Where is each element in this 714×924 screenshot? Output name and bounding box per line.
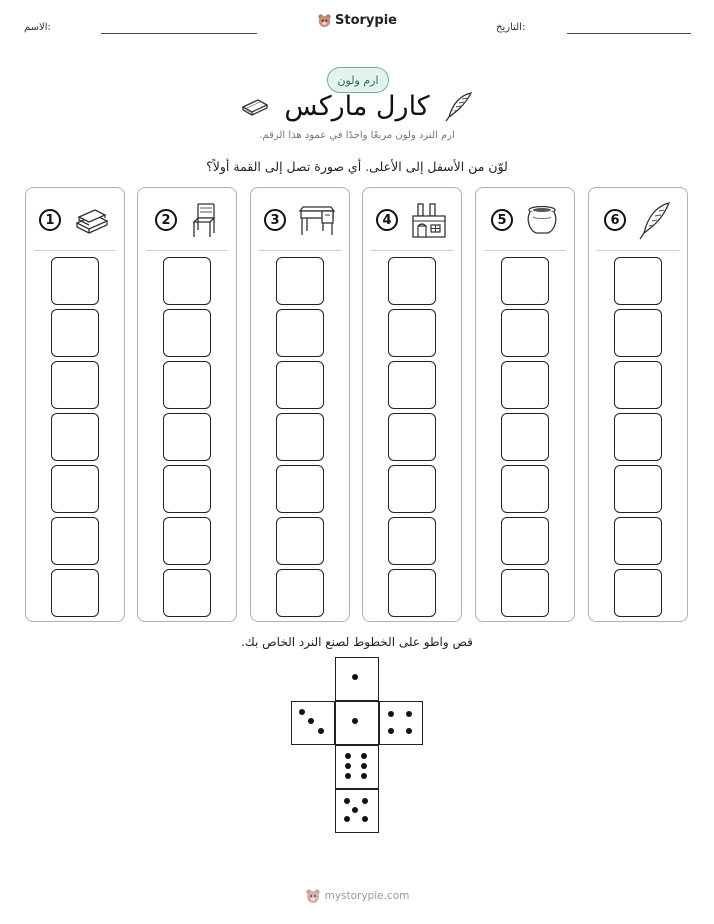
color-cell[interactable] <box>388 309 436 357</box>
pip <box>362 816 368 822</box>
column-2 <box>137 187 237 622</box>
column-number: 6 <box>604 209 626 231</box>
color-cell[interactable] <box>51 361 99 409</box>
column-number: 1 <box>39 209 61 231</box>
color-cell[interactable] <box>163 569 211 617</box>
color-cell[interactable] <box>276 361 324 409</box>
color-cell[interactable] <box>276 569 324 617</box>
color-cell[interactable] <box>501 465 549 513</box>
color-cell[interactable] <box>51 413 99 461</box>
chair-icon <box>189 201 219 239</box>
color-cell[interactable] <box>276 257 324 305</box>
pip <box>344 798 350 804</box>
dice-face-3 <box>291 701 335 745</box>
color-cell[interactable] <box>51 569 99 617</box>
color-cell[interactable] <box>388 361 436 409</box>
pip <box>361 773 367 779</box>
color-cell[interactable] <box>388 465 436 513</box>
pip <box>388 728 394 734</box>
color-cell[interactable] <box>501 413 549 461</box>
color-cell[interactable] <box>501 517 549 565</box>
pip <box>318 728 324 734</box>
pip <box>345 773 351 779</box>
color-cell[interactable] <box>614 517 662 565</box>
pip <box>345 753 351 759</box>
name-label: الاسم: <box>24 22 51 33</box>
color-cell[interactable] <box>276 309 324 357</box>
color-cell[interactable] <box>163 465 211 513</box>
column-4 <box>362 187 462 622</box>
quill-icon <box>444 90 474 122</box>
color-cell[interactable] <box>614 309 662 357</box>
bear-logo-icon <box>305 888 321 904</box>
color-cell[interactable] <box>51 257 99 305</box>
color-cell[interactable] <box>614 465 662 513</box>
pip <box>344 816 350 822</box>
cut-and-fold-instruction: قص واطو على الخطوط لصنع النرد الخاص بك. <box>241 635 473 649</box>
pip <box>345 763 351 769</box>
color-cell[interactable] <box>51 309 99 357</box>
pip <box>308 718 314 724</box>
instruction: لوّن من الأسفل إلى الأعلى. أي صورة تصل إلى القمة أولاً؟ <box>206 159 508 174</box>
color-cell[interactable] <box>501 309 549 357</box>
dice-face-6 <box>335 745 379 789</box>
dice-face-1 <box>335 701 379 745</box>
column-number: 5 <box>491 209 513 231</box>
page-title: كارل ماركس <box>284 90 430 122</box>
color-cell[interactable] <box>163 361 211 409</box>
color-cell[interactable] <box>276 465 324 513</box>
column-5 <box>475 187 575 622</box>
name-line[interactable] <box>101 33 257 34</box>
color-cell[interactable] <box>501 257 549 305</box>
color-cell[interactable] <box>501 569 549 617</box>
column-6 <box>588 187 688 622</box>
pip <box>362 798 368 804</box>
pip <box>352 718 358 724</box>
color-cell[interactable] <box>388 569 436 617</box>
color-cell[interactable] <box>163 309 211 357</box>
pot-icon <box>525 203 559 237</box>
color-cell[interactable] <box>614 257 662 305</box>
footer-url[interactable]: mystorypie.com <box>324 890 410 902</box>
book-icon <box>240 95 270 117</box>
quill-icon <box>638 200 672 240</box>
storypie-logo <box>0 13 714 28</box>
color-cell[interactable] <box>614 569 662 617</box>
pip <box>352 807 358 813</box>
column-number: 4 <box>376 209 398 231</box>
pip <box>361 753 367 759</box>
color-cell[interactable] <box>614 361 662 409</box>
date-label: التاريخ: <box>496 22 526 33</box>
color-cell[interactable] <box>163 257 211 305</box>
pip <box>299 709 305 715</box>
books-icon <box>73 205 111 235</box>
pip <box>406 711 412 717</box>
color-cell[interactable] <box>51 465 99 513</box>
color-cell[interactable] <box>276 413 324 461</box>
column-1 <box>25 187 125 622</box>
logo-text: Storypie <box>335 13 397 28</box>
date-line[interactable] <box>567 33 691 34</box>
column-3 <box>250 187 350 622</box>
factory-icon <box>410 201 448 239</box>
color-cell[interactable] <box>614 413 662 461</box>
pip <box>406 728 412 734</box>
bear-logo-icon <box>317 13 332 28</box>
color-cell[interactable] <box>388 517 436 565</box>
desk-icon <box>298 203 336 237</box>
color-cell[interactable] <box>163 413 211 461</box>
pip <box>352 674 358 680</box>
footer <box>0 888 714 904</box>
color-cell[interactable] <box>163 517 211 565</box>
subtitle: ارم النرد ولون مربعًا واحدًا في عمود هذا الرقم. <box>259 130 455 141</box>
column-number: 2 <box>155 209 177 231</box>
color-cell[interactable] <box>388 257 436 305</box>
color-cell[interactable] <box>388 413 436 461</box>
color-cell[interactable] <box>51 517 99 565</box>
dice-face-5 <box>335 789 379 833</box>
roll-and-color-badge: ارم ولون <box>327 67 389 93</box>
dice-face-1 <box>335 657 379 701</box>
color-cell[interactable] <box>501 361 549 409</box>
color-cell[interactable] <box>276 517 324 565</box>
pip <box>361 763 367 769</box>
column-number: 3 <box>264 209 286 231</box>
dice-face-4 <box>379 701 423 745</box>
pip <box>388 711 394 717</box>
